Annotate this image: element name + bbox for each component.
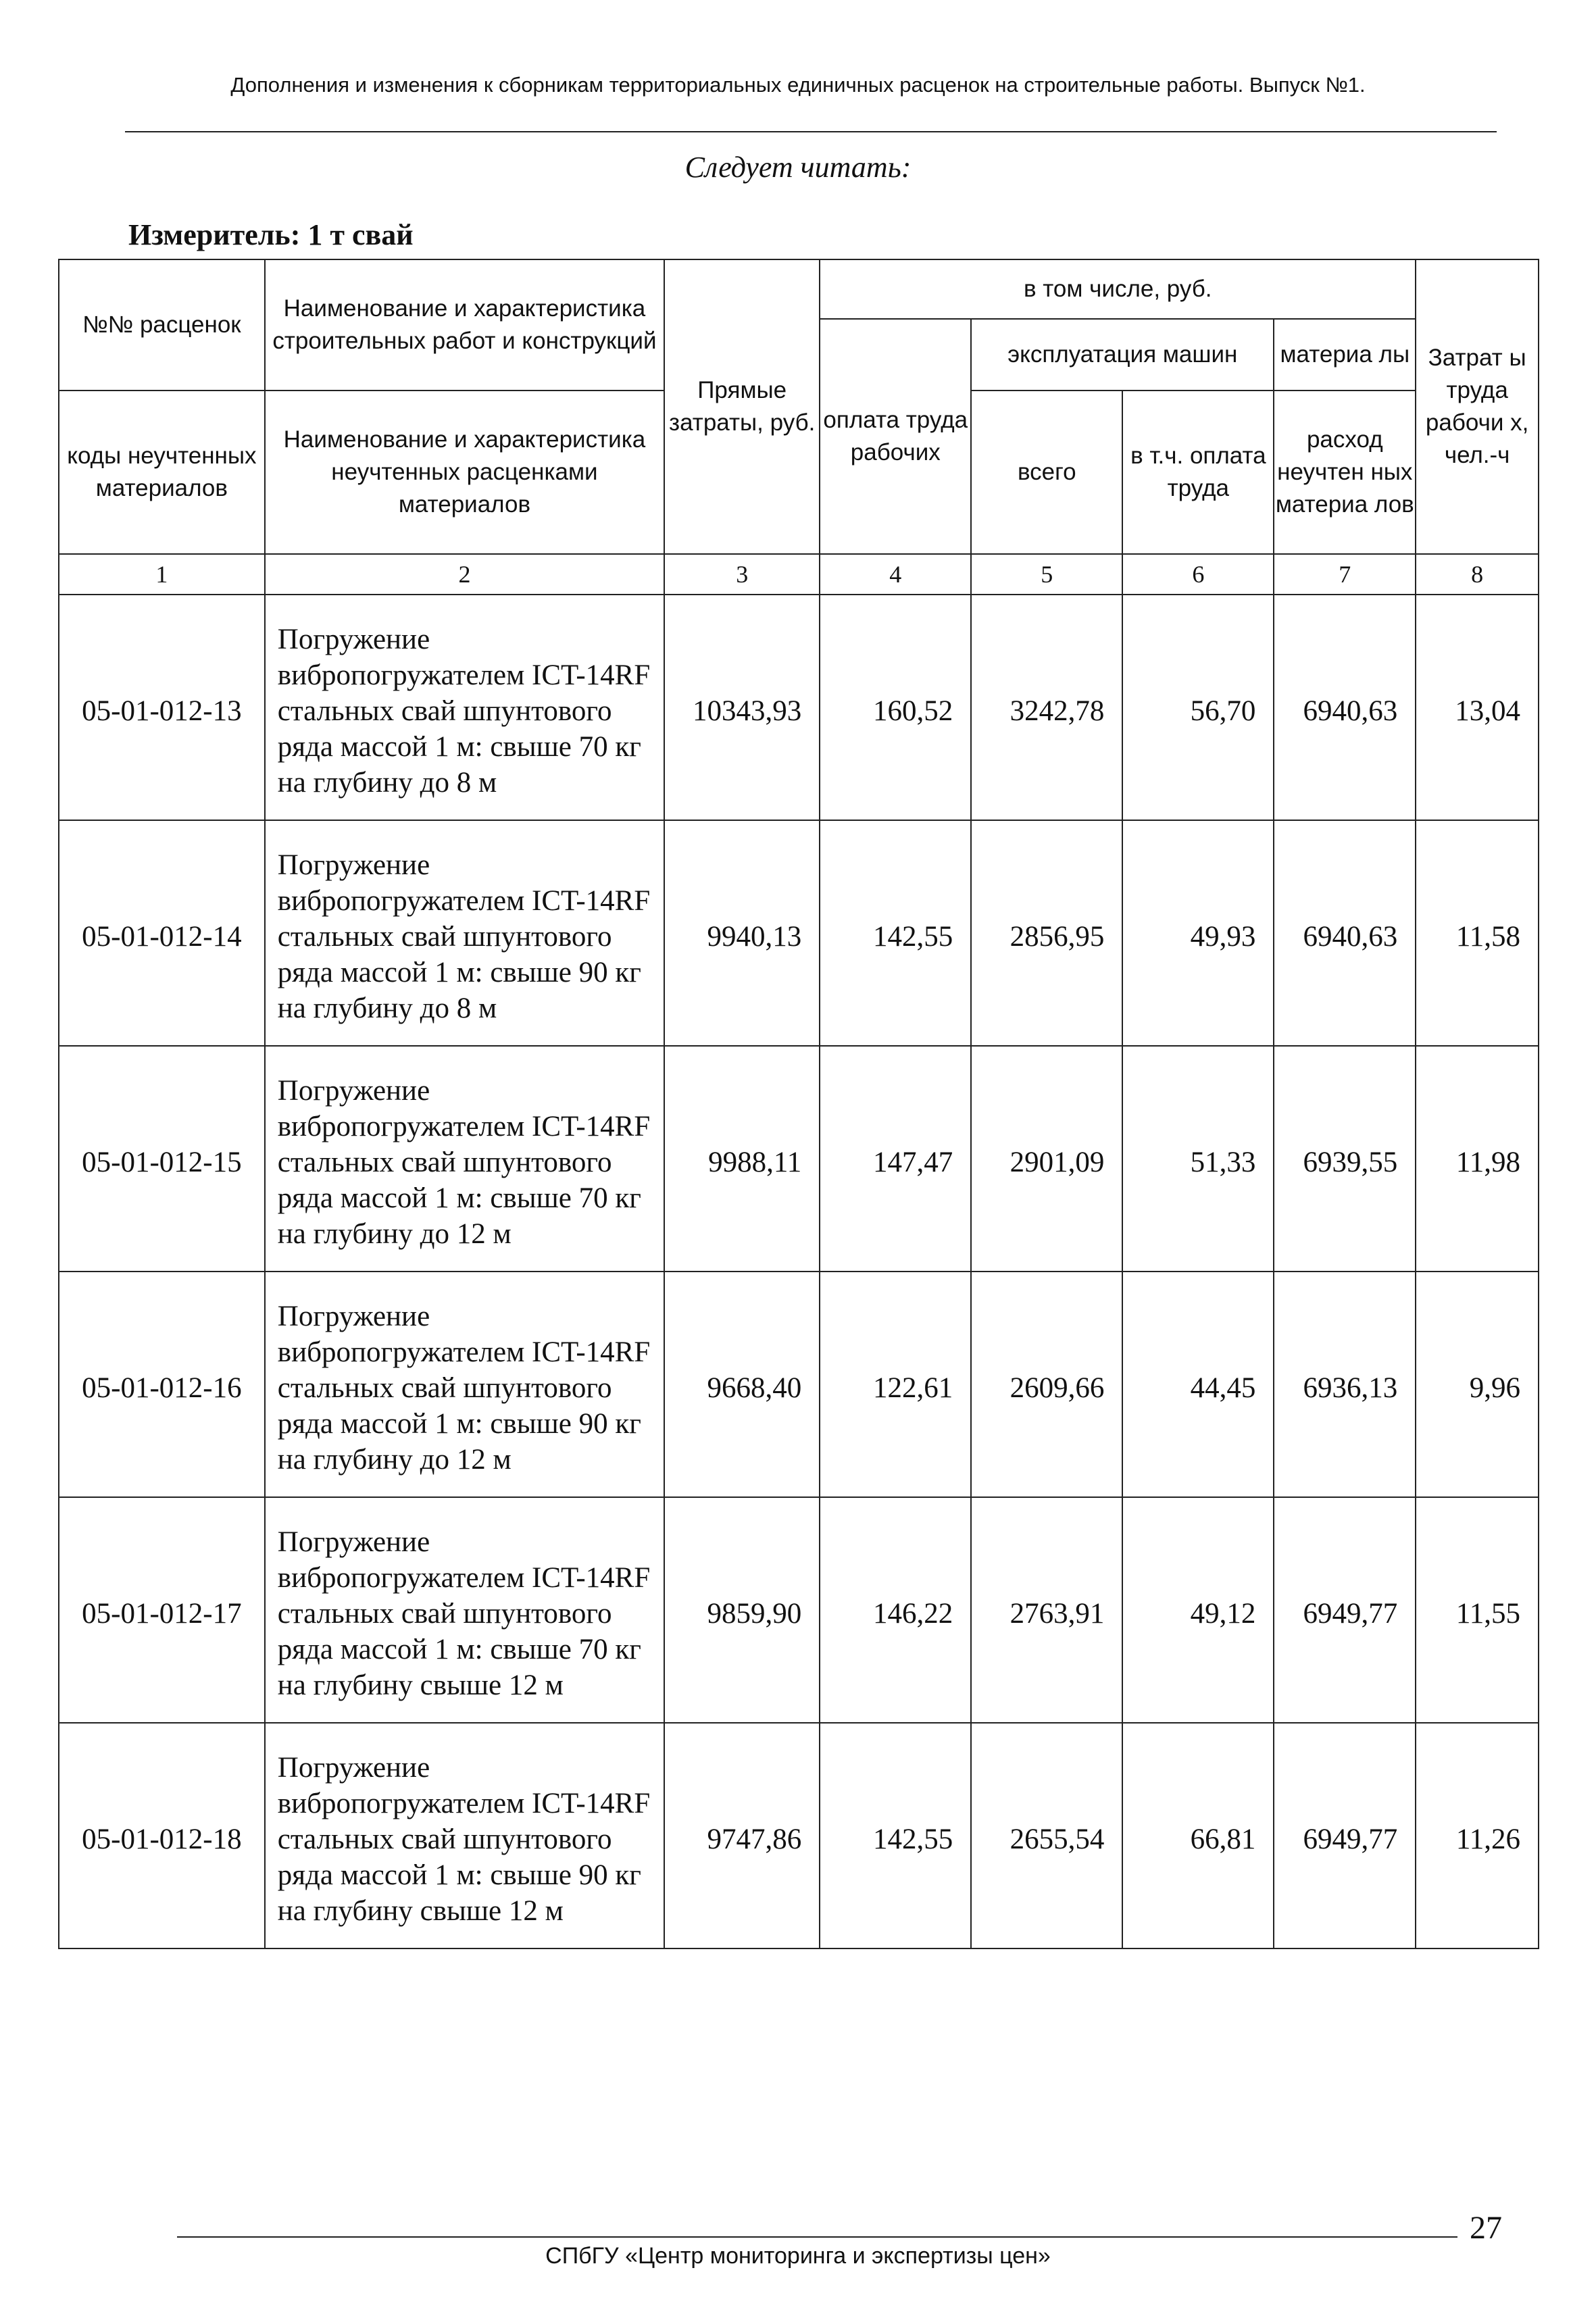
direct-costs: 9940,13 [664,820,820,1046]
rate-code: 05-01-012-15 [59,1046,265,1272]
column-number: 7 [1274,554,1416,595]
worker-pay: 142,55 [820,1723,971,1948]
materials: 6936,13 [1274,1272,1416,1497]
column-number: 2 [265,554,664,595]
column-number: 8 [1416,554,1539,595]
machine-labor: 49,93 [1122,820,1274,1046]
rates-table [58,259,1539,1949]
direct-costs: 9747,86 [664,1723,820,1948]
materials: 6949,77 [1274,1723,1416,1948]
table-row [59,1272,1539,1497]
direct-costs: 10343,93 [664,595,820,820]
machine-labor: 66,81 [1122,1723,1274,1948]
materials: 6939,55 [1274,1046,1416,1272]
machine-labor: 56,70 [1122,595,1274,820]
machine-total: 2901,09 [971,1046,1122,1272]
table-row [59,1723,1539,1948]
header-including: в том числе, руб. [820,259,1416,319]
work-description: Погружение вибропогружателем ICT-14RF стальных свай шпунтового ряда массой 1 м: свыше 70 кг на глубину свыше 12 м [265,1497,664,1723]
rate-code: 05-01-012-13 [59,595,265,820]
header-work-name: Наименование и характеристика строительных работ и конструкций [265,259,664,391]
document-header: Дополнения и изменения к сборникам территориальных единичных расценок на строительные работы. Выпуск №1. [230,73,1366,97]
measure-unit: Измеритель: 1 т свай [128,218,414,251]
labor-hours: 11,55 [1416,1497,1539,1723]
rate-code: 05-01-012-18 [59,1723,265,1948]
labor-hours: 11,98 [1416,1046,1539,1272]
machine-total: 2655,54 [971,1723,1122,1948]
machine-total: 2856,95 [971,820,1122,1046]
header-labor-hours: Затрат ы труда рабочи х, чел.-ч [1416,259,1539,554]
footer-organization: СПбГУ «Центр мониторинга и экспертизы цен» [545,2243,1051,2269]
header-machine-total: всего [971,391,1122,554]
work-description: Погружение вибропогружателем ICT-14RF стальных свай шпунтового ряда массой 1 м: свыше 70 кг на глубину до 12 м [265,1046,664,1272]
header-material-codes: коды неучтенных материалов [59,391,265,554]
work-description: Погружение вибропогружателем ICT-14RF стальных свай шпунтового ряда массой 1 м: свыше 90 кг на глубину свыше 12 м [265,1723,664,1948]
header-divider [125,131,1497,132]
worker-pay: 147,47 [820,1046,971,1272]
materials: 6940,63 [1274,595,1416,820]
rate-code: 05-01-012-14 [59,820,265,1046]
direct-costs: 9859,90 [664,1497,820,1723]
machine-total: 3242,78 [971,595,1122,820]
work-description: Погружение вибропогружателем ICT-14RF стальных свай шпунтового ряда массой 1 м: свыше 90 кг на глубину до 8 м [265,820,664,1046]
header-machine-labor: в т.ч. оплата труда [1122,391,1274,554]
machine-labor: 49,12 [1122,1497,1274,1723]
rate-code: 05-01-012-16 [59,1272,265,1497]
footer-divider [177,2236,1457,2238]
table-row [59,1046,1539,1272]
header-unaccounted-materials: расход неучтен ных материа лов [1274,391,1416,554]
machine-labor: 44,45 [1122,1272,1274,1497]
worker-pay: 142,55 [820,820,971,1046]
header-rate-numbers: №№ расценок [59,259,265,391]
labor-hours: 11,26 [1416,1723,1539,1948]
document-subtitle: Следует читать: [684,151,912,184]
machine-labor: 51,33 [1122,1046,1274,1272]
table-row [59,1497,1539,1723]
labor-hours: 11,58 [1416,820,1539,1046]
worker-pay: 160,52 [820,595,971,820]
header-material-names: Наименование и характеристика неучтенных расценками материалов [265,391,664,554]
table-row [59,820,1539,1046]
worker-pay: 146,22 [820,1497,971,1723]
column-number: 6 [1122,554,1274,595]
column-number: 4 [820,554,971,595]
materials: 6949,77 [1274,1497,1416,1723]
header-machine-operation: эксплуатация машин [971,319,1274,391]
work-description: Погружение вибропогружателем ICT-14RF стальных свай шпунтового ряда массой 1 м: свыше 70 кг на глубину до 8 м [265,595,664,820]
materials: 6940,63 [1274,820,1416,1046]
direct-costs: 9668,40 [664,1272,820,1497]
page-number: 27 [1470,2210,1502,2246]
column-number: 3 [664,554,820,595]
worker-pay: 122,61 [820,1272,971,1497]
labor-hours: 9,96 [1416,1272,1539,1497]
header-direct-costs: Прямые затраты, руб. [664,259,820,554]
machine-total: 2609,66 [971,1272,1122,1497]
rate-code: 05-01-012-17 [59,1497,265,1723]
column-number: 5 [971,554,1122,595]
work-description: Погружение вибропогружателем ICT-14RF стальных свай шпунтового ряда массой 1 м: свыше 90 кг на глубину до 12 м [265,1272,664,1497]
column-number: 1 [59,554,265,595]
machine-total: 2763,91 [971,1497,1122,1723]
table-row [59,595,1539,820]
header-worker-pay: оплата труда рабочих [820,319,971,554]
direct-costs: 9988,11 [664,1046,820,1272]
header-materials: материа лы [1274,319,1416,391]
labor-hours: 13,04 [1416,595,1539,820]
